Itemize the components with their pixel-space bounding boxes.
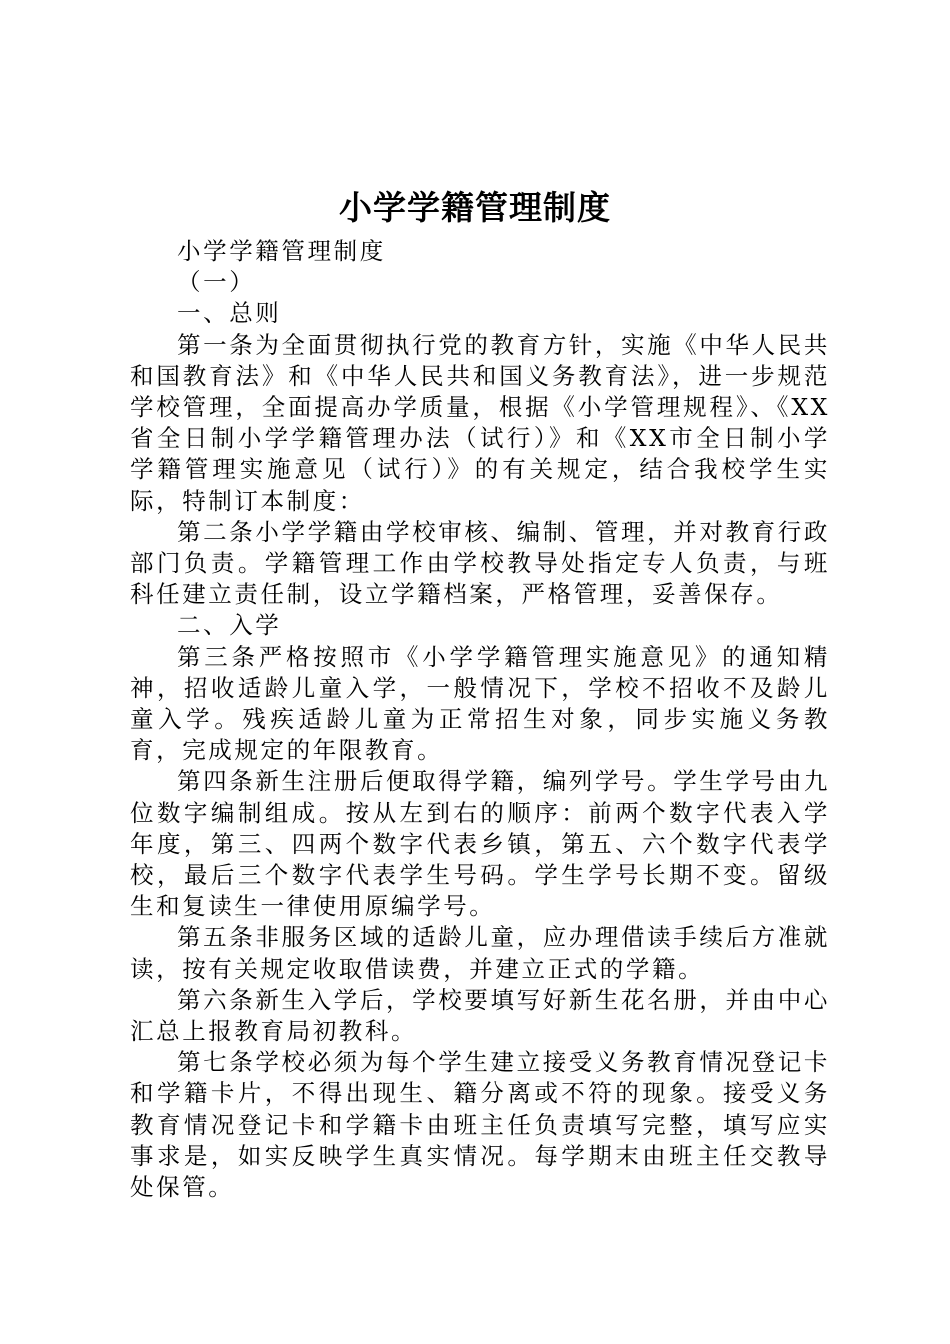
part-number: （一） — [177, 268, 256, 297]
article-2: 第二条小学学籍由学校审核、编制、管理，并对教育行政部门负责。学籍管理工作由学校教导处指定专人负责，与班科任建立责任制，设立学籍档案，严格管理，妥善保存。 — [130, 517, 830, 609]
article-6: 第六条新生入学后，学校要填写好新生花名册，并由中心汇总上报教育局初教科。 — [130, 985, 830, 1046]
document-title: 小学学籍管理制度 — [339, 188, 611, 227]
document-body — [130, 236, 830, 1203]
article-5: 第五条非服务区域的适龄儿童，应办理借读手续后方准就读，按有关规定收取借读费，并建立正式的学籍。 — [130, 923, 830, 983]
section-heading-general: 一、总则 — [177, 299, 282, 328]
article-7: 第七条学校必须为每个学生建立接受义务教育情况登记卡和学籍卡片，不得出现生、籍分离或不符的现象。接受义务教育情况登记卡和学籍卡由班主任负责填写完整，填写应实事求是，如实反映学生真实情况。每学期末由班主任交教导处保管。 — [130, 1048, 830, 1202]
article-3: 第三条严格按照市《小学学籍管理实施意见》的通知精神，招收适龄儿童入学，一般情况下，学校不招收不及龄儿童入学。残疾适龄儿童为正常招生对象，同步实施义务教育，完成规定的年限教育。 — [130, 642, 830, 765]
document-subtitle: 小学学籍管理制度 — [177, 237, 386, 265]
article-4: 第四条新生注册后便取得学籍，编列学号。学生学号由九位数字编制组成。按从左到右的顺序：前两个数字代表入学年度，第三、四两个数字代表乡镇，第五、六个数字代表学校，最后三个数字代表学生号码。学生学号长期不变。留级生和复读生一律使用原编学号。 — [130, 767, 830, 921]
article-1: 第一条为全面贯彻执行党的教育方针，实施《中华人民共和国教育法》和《中华人民共和国义务教育法》，进一步规范学校管理，全面提高办学质量，根据《小学管理规程》、《XX省全日制小学学籍管理办法（试行）》和《XX市全日制小学学籍管理实施意见（试行）》的有关规定，结合我校学生实际，特制订本制度： — [130, 330, 830, 515]
section-heading-enrollment: 二、入学 — [177, 611, 282, 640]
